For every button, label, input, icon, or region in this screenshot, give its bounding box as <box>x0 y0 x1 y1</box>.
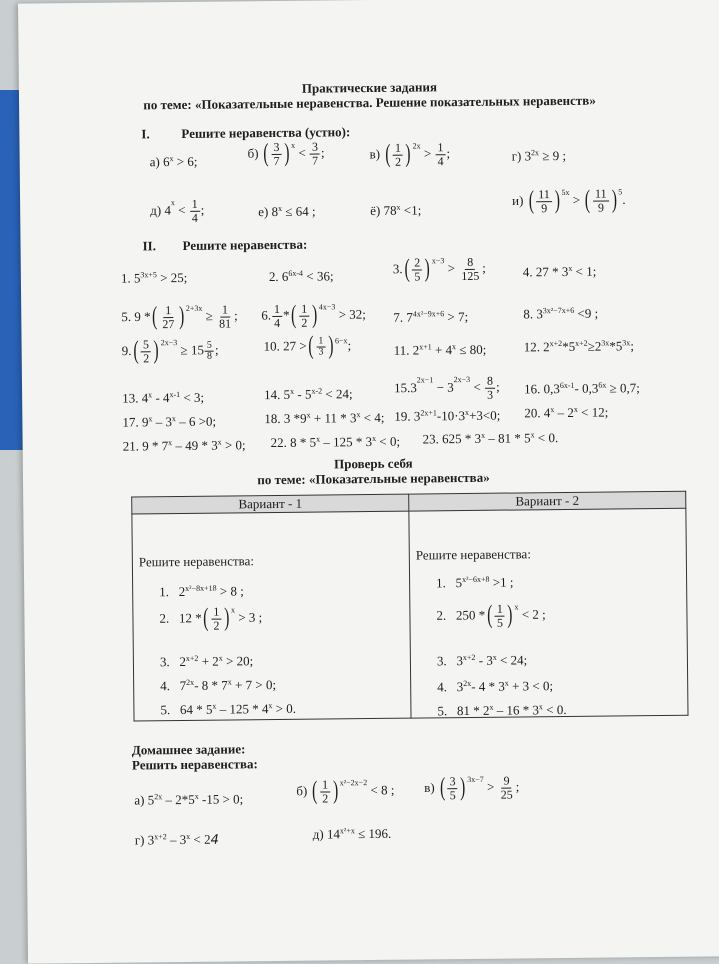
task-2-11: 11. $2^{x+1} + 4^x \le 80$; <box>393 341 487 358</box>
section-1-title: Решите неравенства (устно): <box>181 124 351 141</box>
variant-1-header: Вариант - 1 <box>132 494 409 514</box>
task-2-23: 23. $625 * 3^x - 81 * 5^x < 0$. <box>422 430 559 447</box>
task-1yo: ё) $78^x <1$; <box>370 202 422 218</box>
variant-1-task-2: 2. 12 *( $\frac{1}{2}$ )$^x$ > 3 ; <box>159 601 263 633</box>
variant-1-task-5: 5. $64 * 5^x - 125 * 4^x > 0$. <box>160 700 297 718</box>
homework-task-d: д) $14^{x^2+x} \le 196$. <box>312 825 392 842</box>
task-2-20: 20. $4^x - 2^x < 12$; <box>524 404 609 421</box>
task-1a: а) $6^x > 6$; <box>149 153 198 170</box>
variant-2-cell <box>409 509 687 717</box>
title-line-2: по теме: «Показательные неравенства. Решение показательных неравенств» <box>143 92 596 113</box>
task-2-4: 4. $27 * 3^x < 1$; <box>522 263 597 280</box>
task-2-7: 7. $7^{4x^2-9x+6} > 7$; <box>393 308 469 325</box>
variant-2-task-1: 1. $5^{x^2-6x+8} >1$ ; <box>436 574 514 591</box>
title-line-1: Практические задания <box>301 79 438 96</box>
task-2-5: 5. 9 *( $\frac{1}{27}$ )$^{2+3x}$ ≥ $\frac{1}{81}$ ; <box>121 300 238 332</box>
variant-1-task-1: 1. $2^{x^2-8x+18} > 8$ ; <box>159 583 244 600</box>
variant-1-intro: Решите неравенства: <box>138 553 255 570</box>
task-1i: и) ( $\frac{11}{9}$ )$^{5x}$ > ( $\frac{11}{9}$ )$^5$. <box>512 183 626 216</box>
variant-2-task-5: 5. $81 * 2^x - 16 * 3^x < 0$. <box>437 701 567 719</box>
check-title-2: по теме: «Показательные неравенства» <box>257 469 490 488</box>
homework-task-g: г) $3^{x+2} - 3^x < 24$ <box>134 831 219 848</box>
variant-2-task-2: 2. 250 *( $\frac{1}{5}$ )$^x$ < 2 ; <box>436 599 546 630</box>
homework-title-1: Домашнее задание: <box>131 741 246 758</box>
variant-2-intro: Решите неравенства: <box>415 546 531 563</box>
task-2-13: 13. $4^x - 4^{x-1} < 3$; <box>122 389 205 406</box>
section-1-number: I. <box>141 126 150 142</box>
variant-2-task-3: 3. $3^{x+2} - 3^x < 24$; <box>436 652 528 669</box>
handwritten-digit: 4 <box>210 832 219 848</box>
task-1v: в) ( $\frac{1}{2}$ )$^{2x}$ > $\frac{1}{4}$ ; <box>369 138 451 169</box>
task-1e: е) $8^x \le 64$ ; <box>258 203 316 220</box>
check-title-1: Проверь себя <box>333 455 413 472</box>
task-2-2: 2. $6^{6x-4} < 36$; <box>268 268 334 285</box>
homework-task-b: б) ( $\frac{1}{2}$ )$^{x^2-2x-2}$ < 8 ; <box>296 774 395 806</box>
task-2-21: 21. $9 * 7^x - 49 * 3^x > 0$; <box>122 437 246 454</box>
task-2-14: 14. $5^x - 5^{x-2} < 24$; <box>264 386 353 403</box>
task-2-12: 12. $2^{x+2}*5^{x+2}\ge 2^{3x}*5^{3x}$; <box>523 338 635 355</box>
task-2-1: 1. $5^{3x+5} > 25$; <box>120 269 188 286</box>
variant-1-task-4: 4. $7^{2x}-$ $8 * 7^x + 7 > 0$; <box>160 677 277 694</box>
task-2-15: $15.3^{2x-1} - 3^{2x-3}$ < $\frac{8}{3}$ ; <box>393 373 500 402</box>
task-2-19: 19. $3^{2x+1}-10\cdot 3^x+3<0$; <box>394 407 501 424</box>
task-2-18: 18. 3 $*9^x + 11 * 3^x < 4$; <box>264 409 385 427</box>
variant-1-cell <box>132 512 410 720</box>
task-1d: д) $4^x$ < $\frac{1}{4}$ ; <box>150 196 205 225</box>
task-2-17: 17. 9$^x$ – 3$^x$ – 6 >0; <box>122 413 217 430</box>
homework-task-a: а) $5^{2x} - 2*5^x$ -15 > 0; <box>134 791 244 808</box>
task-2-9: 9.( $\frac{5}{2}$ )$^{2x-3}$ ≥ 15 $\frac{5}{8}$ ; <box>121 334 219 366</box>
task-2-10: 10. 27 >( $\frac{1}{3}$ )$^{6-x}$; <box>263 329 352 360</box>
homework-task-v: в) ( $\frac{3}{5}$ )$^{3x-7}$ > $\frac{9}{25}$ ; <box>424 771 520 803</box>
task-1g: г) $3^{2x} \ge 9$ ; <box>511 147 567 164</box>
section-2-number: II. <box>142 238 157 254</box>
variant-2-task-4: 4. $3^{2x}-$ $4 * 3^x + 3 < 0$; <box>437 678 554 695</box>
task-2-22: 22. $8 * 5^x - 125 * 3^x < 0$; <box>270 433 401 451</box>
task-1b: б) ( $\frac{3}{7}$ )$^x$ < $\frac{3}{7}$ ; <box>247 137 325 169</box>
variant-1-task-3: 3. $2^{x+2} + 2^x > 20$; <box>159 653 254 670</box>
variant-2-header: Вариант - 2 <box>409 491 686 511</box>
variants-table <box>131 491 688 722</box>
task-2-16: 16. $0,3^{6x-1}-$ $0,3^{6x} \ge 0,7$; <box>524 380 640 397</box>
section-2-title: Решите неравенства: <box>182 236 308 253</box>
homework-title-2: Решить неравенства: <box>131 756 258 773</box>
worksheet-page <box>18 0 719 964</box>
task-2-6: 6. $\frac{1}{4}$ *( $\frac{1}{2}$ )$^{4x-3}$ > 32; <box>261 299 366 331</box>
task-2-8: 8. $3^{3x^2-7x+6} <9$ ; <box>523 305 599 322</box>
task-2-3: 3.( $\frac{2}{5}$ )$^{x-3}$ > $\frac{8}{125}$ ; <box>392 252 486 284</box>
